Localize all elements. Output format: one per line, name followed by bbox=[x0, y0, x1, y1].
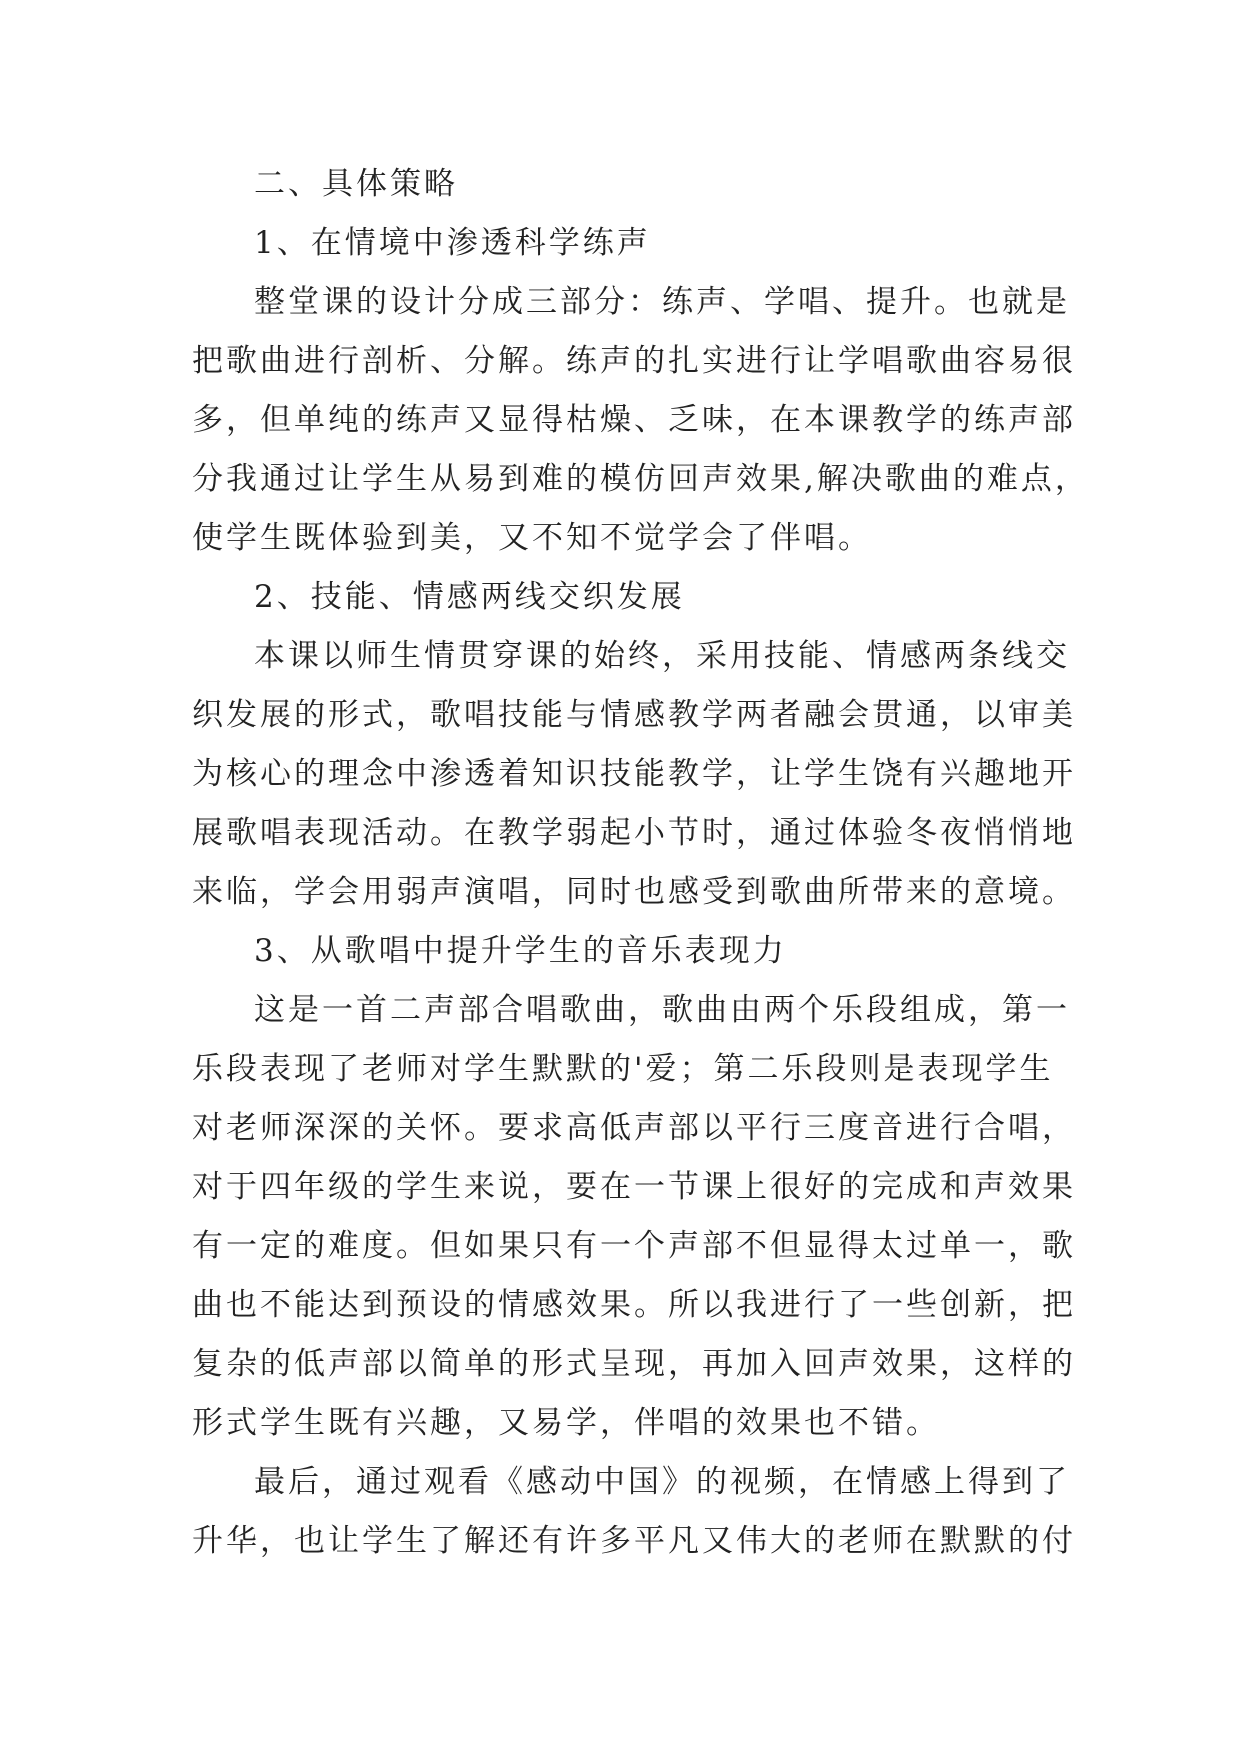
paragraph-line: 对于四年级的学生来说，要在一节课上很好的完成和声效果 bbox=[192, 1169, 1076, 1205]
paragraph-line: 多，但单纯的练声又显得枯燥、乏味，在本课教学的练声部 bbox=[192, 402, 1076, 438]
paragraph-line: 织发展的形式，歌唱技能与情感教学两者融会贯通，以审美 bbox=[192, 697, 1076, 733]
subheading-2 bbox=[192, 568, 1062, 627]
subheading-1 bbox=[192, 214, 1062, 273]
paragraph-3 bbox=[192, 981, 1076, 1453]
paragraph-line: 这是一首二声部合唱歌曲，歌曲由两个乐段组成，第一 bbox=[254, 992, 1070, 1028]
paragraph-line: 对老师深深的关怀。要求高低声部以平行三度音进行合唱， bbox=[192, 1110, 1076, 1146]
paragraph-line: 把歌曲进行剖析、分解。练声的扎实进行让学唱歌曲容易很 bbox=[192, 343, 1076, 379]
subheading-line: 3、从歌唱中提升学生的音乐表现力 bbox=[254, 933, 787, 969]
paragraph-line: 形式学生既有兴趣，又易学，伴唱的效果也不错。 bbox=[192, 1405, 940, 1441]
paragraph-line: 使学生既体验到美，又不知不觉学会了伴唱。 bbox=[192, 520, 872, 556]
paragraph-line: 升华，也让学生了解还有许多平凡又伟大的老师在默默的付 bbox=[192, 1523, 1076, 1559]
paragraph-line: 整堂课的设计分成三部分：练声、学唱、提升。也就是 bbox=[254, 284, 1070, 320]
section-heading bbox=[192, 155, 1062, 214]
paragraph-line: 有一定的难度。但如果只有一个声部不但显得太过单一，歌 bbox=[192, 1228, 1076, 1264]
paragraph-line: 分我通过让学生从易到难的模仿回声效果,解决歌曲的难点， bbox=[192, 461, 1089, 497]
paragraph-2 bbox=[192, 627, 1076, 922]
paragraph-line: 曲也不能达到预设的情感效果。所以我进行了一些创新，把 bbox=[192, 1287, 1076, 1323]
paragraph-line: 复杂的低声部以简单的形式呈现，再加入回声效果，这样的 bbox=[192, 1346, 1076, 1382]
paragraph-line: 来临，学会用弱声演唱，同时也感受到歌曲所带来的意境。 bbox=[192, 874, 1076, 910]
document-body bbox=[192, 155, 1089, 1571]
paragraph-line: 本课以师生情贯穿课的始终，采用技能、情感两条线交 bbox=[254, 638, 1070, 674]
subheading-3 bbox=[192, 922, 1062, 981]
paragraph-1 bbox=[192, 273, 1089, 568]
paragraph-line: 乐段表现了老师对学生默默的'爱；第二乐段则是表现学生 bbox=[192, 1051, 1054, 1087]
heading-line: 二、具体策略 bbox=[254, 166, 458, 202]
subheading-line: 2、技能、情感两线交织发展 bbox=[254, 579, 685, 615]
paragraph-line: 最后，通过观看《感动中国》的视频，在情感上得到了 bbox=[254, 1464, 1070, 1500]
paragraph-line: 展歌唱表现活动。在教学弱起小节时，通过体验冬夜悄悄地 bbox=[192, 815, 1076, 851]
paragraph-line: 为核心的理念中渗透着知识技能教学，让学生饶有兴趣地开 bbox=[192, 756, 1076, 792]
paragraph-4 bbox=[192, 1453, 1076, 1571]
subheading-line: 1、在情境中渗透科学练声 bbox=[254, 225, 651, 261]
